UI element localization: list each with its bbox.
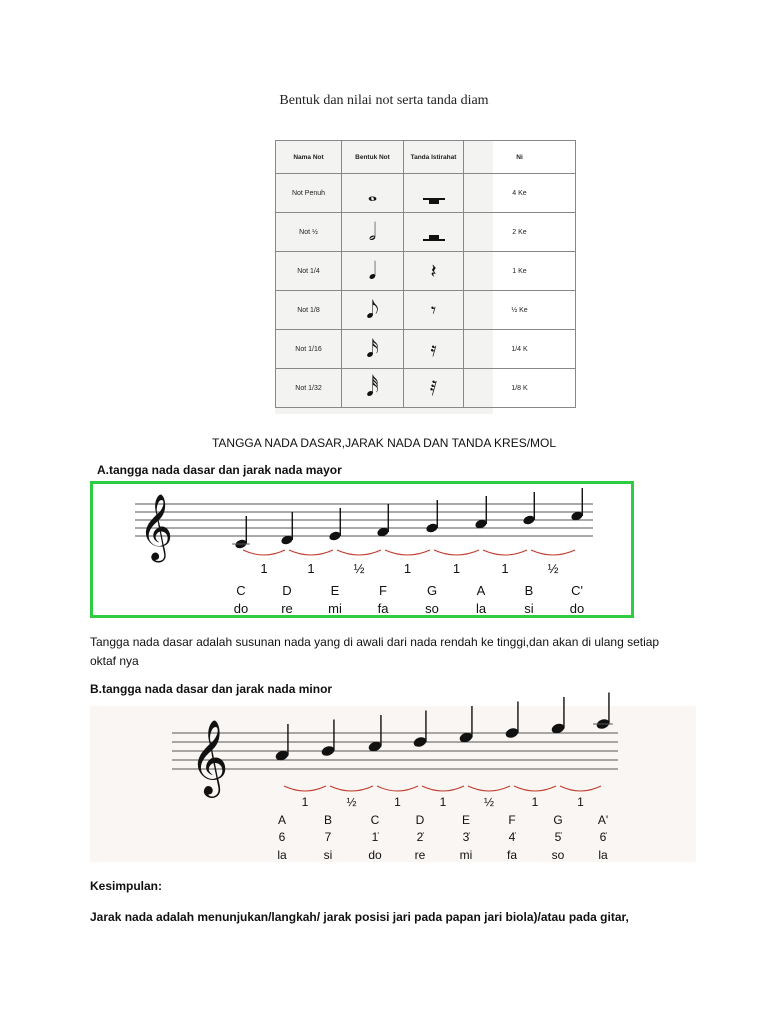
treble-clef-icon: 𝄞 bbox=[190, 720, 229, 793]
note-name-cell: Not 1/16 bbox=[276, 330, 342, 369]
note-shape-icon: 𝅝 bbox=[342, 174, 404, 213]
interval-label: ½ bbox=[346, 795, 357, 809]
note-letter: D bbox=[282, 583, 292, 598]
note-letter: G bbox=[553, 813, 563, 827]
major-scale-heading: A.tangga nada dasar dan jarak nada mayor bbox=[97, 463, 342, 477]
note-name-cell: Not 1/8 bbox=[276, 291, 342, 330]
interval-arc bbox=[289, 550, 333, 555]
rest-symbol-icon bbox=[404, 174, 464, 213]
note-value-table-image bbox=[275, 140, 528, 414]
solfege-label: do bbox=[569, 601, 585, 616]
interval-arc bbox=[560, 786, 601, 791]
interval-arc bbox=[330, 786, 373, 791]
solfege-label: re bbox=[414, 848, 426, 862]
note-value-cell: 2 Ke bbox=[464, 213, 576, 252]
note-letter: B bbox=[524, 583, 534, 598]
solfege-label: mi bbox=[459, 848, 473, 862]
note-name-cell: Not 1/32 bbox=[276, 369, 342, 408]
note-letter: G bbox=[426, 583, 438, 598]
solfege-label: fa bbox=[506, 848, 518, 862]
table-row bbox=[276, 369, 576, 408]
note-number: 2̇ bbox=[416, 830, 424, 844]
note-name-cell: Not Penuh bbox=[276, 174, 342, 213]
rest-symbol-icon: 𝄾 bbox=[404, 291, 464, 330]
note-letter: B bbox=[323, 813, 333, 827]
minor-scale-figure bbox=[90, 706, 696, 862]
interval-arc bbox=[531, 550, 575, 555]
note-value-cell: 1 Ke bbox=[464, 252, 576, 291]
note-letter: C bbox=[236, 583, 246, 598]
rest-symbol-icon bbox=[404, 213, 464, 252]
interval-label: ½ bbox=[353, 561, 365, 576]
note-letter: F bbox=[379, 583, 387, 598]
interval-label: 1 bbox=[439, 795, 447, 809]
note-letter: A bbox=[277, 813, 287, 827]
solfege-label: do bbox=[368, 848, 382, 862]
interval-label: 1 bbox=[260, 561, 268, 576]
note-name-cell: Not ½ bbox=[276, 213, 342, 252]
table-row bbox=[276, 252, 576, 291]
table-header-row bbox=[276, 141, 576, 174]
interval-label: 1 bbox=[577, 795, 584, 809]
note-shape-icon: 𝅘𝅥𝅮 bbox=[342, 291, 404, 330]
table-header-cell: Nama Not bbox=[276, 141, 342, 174]
interval-arc bbox=[377, 786, 418, 791]
interval-arc bbox=[422, 786, 464, 791]
solfege-label: la bbox=[277, 848, 287, 862]
minor-scale-heading: B.tangga nada dasar dan jarak nada minor bbox=[90, 682, 333, 696]
conclusion-heading: Kesimpulan: bbox=[90, 879, 163, 893]
note-name-cell: Not 1/4 bbox=[276, 252, 342, 291]
solfege-label: si bbox=[323, 848, 333, 862]
note-value-cell: 1/4 K bbox=[464, 330, 576, 369]
interval-arc bbox=[514, 786, 556, 791]
rest-symbol-icon: 𝅀 bbox=[404, 369, 464, 408]
interval-label: 1 bbox=[531, 795, 539, 809]
note-number: 5̇ bbox=[554, 830, 562, 844]
note-shape-icon: 𝅗𝅥 bbox=[342, 213, 404, 252]
solfege-label: fa bbox=[377, 601, 389, 616]
interval-label: ½ bbox=[547, 561, 559, 576]
table-row bbox=[276, 330, 576, 369]
note-letter: E bbox=[330, 583, 340, 598]
interval-arc bbox=[284, 786, 326, 791]
conclusion-text: Jarak nada adalah menunjukan/langkah/ jarak posisi jari pada papan jari biola)/atau pada gitar, bbox=[90, 910, 629, 924]
note-number: 6 bbox=[278, 830, 286, 844]
table-row bbox=[276, 291, 576, 330]
note-shape-icon: 𝅘𝅥𝅯 bbox=[342, 330, 404, 369]
table-row bbox=[276, 213, 576, 252]
note-value-cell: 1/8 K bbox=[464, 369, 576, 408]
solfege-label: do bbox=[233, 601, 249, 616]
solfege-label: si bbox=[524, 601, 534, 616]
interval-arc bbox=[483, 550, 527, 555]
note-number: 4̇ bbox=[508, 830, 516, 844]
major-scale-figure bbox=[90, 481, 634, 618]
interval-arc bbox=[434, 550, 479, 555]
table-header-cell: Tanda Istirahat bbox=[404, 141, 464, 174]
table-header-cell: Ni bbox=[464, 141, 576, 174]
note-number: 7 bbox=[324, 830, 332, 844]
note-letter: A' bbox=[597, 813, 609, 827]
rest-symbol-icon: 𝄿 bbox=[404, 330, 464, 369]
interval-label: 1 bbox=[301, 795, 309, 809]
treble-clef-icon: 𝄞 bbox=[139, 495, 174, 559]
note-letter: C' bbox=[571, 583, 583, 598]
table-header-cell: Bentuk Not bbox=[342, 141, 404, 174]
note-letter: C bbox=[370, 813, 380, 827]
minor-scale-staff bbox=[90, 706, 696, 862]
solfege-label: so bbox=[425, 601, 439, 616]
note-letter: D bbox=[415, 813, 425, 827]
solfege-label: la bbox=[475, 601, 487, 616]
solfege-label: so bbox=[551, 848, 565, 862]
section-title: TANGGA NADA DASAR,JARAK NADA DAN TANDA KRES/MOL bbox=[211, 436, 557, 450]
interval-label: 1 bbox=[501, 561, 509, 576]
note-letter: E bbox=[461, 813, 471, 827]
document-title: Bentuk dan nilai not serta tanda diam bbox=[279, 93, 489, 108]
interval-label: 1 bbox=[307, 561, 315, 576]
note-number: 6̇ bbox=[599, 830, 607, 844]
major-scale-staff bbox=[93, 484, 631, 615]
solfege-label: la bbox=[598, 848, 608, 862]
note-shape-icon: 𝅘𝅥𝅰 bbox=[342, 369, 404, 408]
note-shape-icon: 𝅘𝅥 bbox=[342, 252, 404, 291]
note-letter: A bbox=[476, 583, 486, 598]
note-letter: F bbox=[508, 813, 516, 827]
rest-symbol-icon: 𝄽 bbox=[404, 252, 464, 291]
interval-label: ½ bbox=[483, 795, 495, 809]
interval-arc bbox=[468, 786, 510, 791]
major-scale-description: Tangga nada dasar adalah susunan nada yang di awali dari nada rendah ke tinggi,dan akan di ulang setiap oktaf nya bbox=[90, 635, 660, 668]
note-value-cell: ½ Ke bbox=[464, 291, 576, 330]
interval-arc bbox=[243, 550, 285, 555]
interval-arc bbox=[337, 550, 381, 555]
interval-label: 1 bbox=[394, 795, 401, 809]
note-number: 3̇ bbox=[462, 830, 470, 844]
interval-label: 1 bbox=[452, 561, 461, 576]
table-row bbox=[276, 174, 576, 213]
note-value-table bbox=[275, 140, 576, 408]
solfege-label: mi bbox=[328, 601, 342, 616]
interval-label: 1 bbox=[403, 561, 412, 576]
interval-arc bbox=[385, 550, 430, 555]
solfege-label: re bbox=[281, 601, 293, 616]
note-value-cell: 4 Ke bbox=[464, 174, 576, 213]
note-number: 1̇ bbox=[371, 830, 379, 844]
